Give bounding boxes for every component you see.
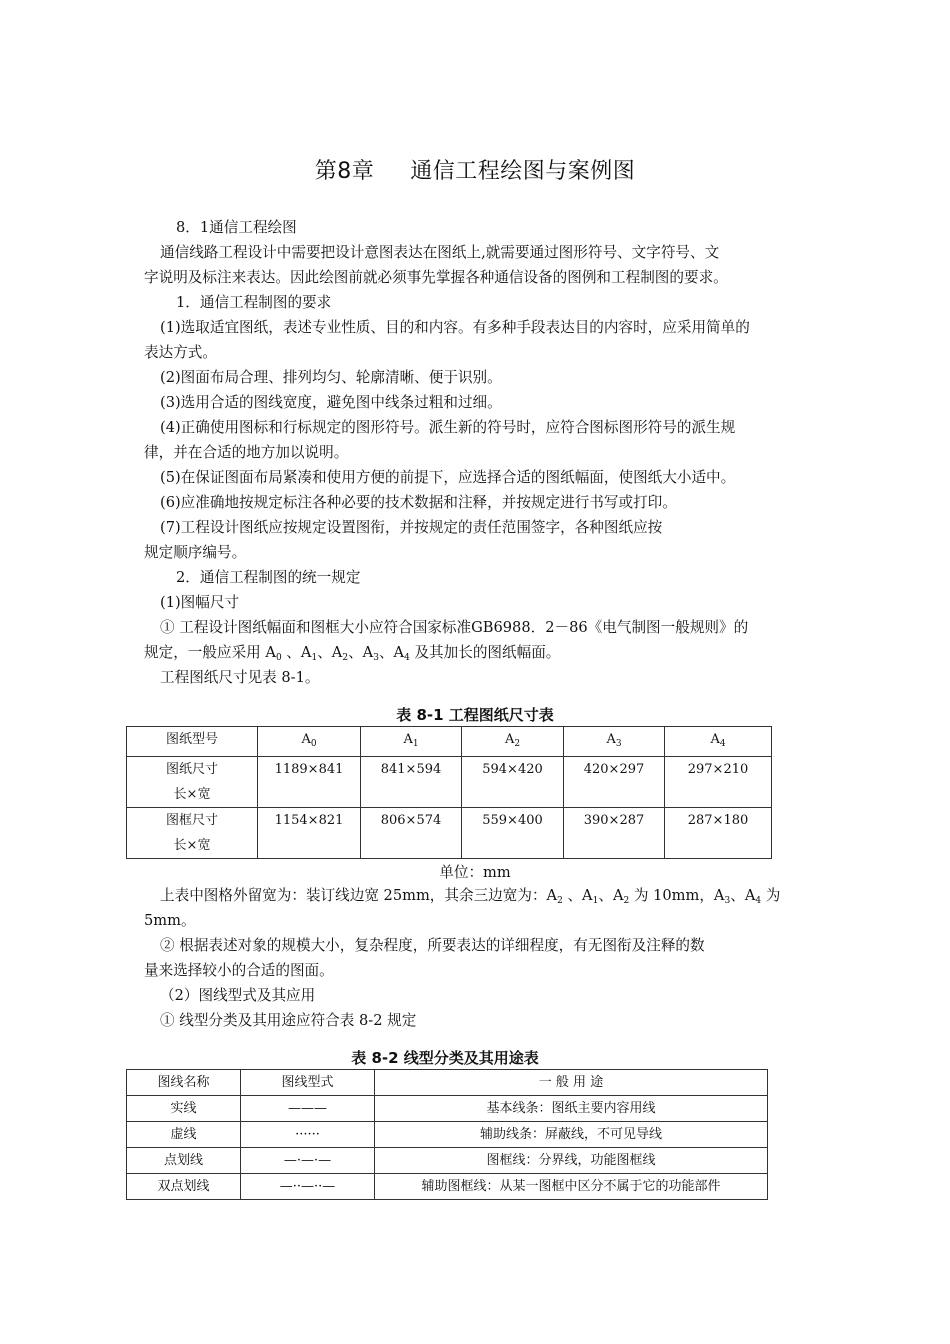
- table-row-label: 图纸尺寸 长×宽: [127, 757, 258, 808]
- requirement-2: (2)图面布局合理、排列均匀、轮廓清晰、便于识别。: [160, 369, 502, 386]
- subheading-unified-rules: 2．通信工程制图的统一规定: [176, 569, 361, 586]
- line-type-rule: ① 线型分类及其用途应符合表 8-2 规定: [160, 1012, 417, 1029]
- intro-line-2: 字说明及标注来表达。因此绘图前就必须事先掌握各种通信设备的图例和工程制图的要求。: [144, 269, 728, 286]
- table-header-cell: $A_4$: [665, 727, 772, 757]
- table-header-cell: $A_3$: [564, 727, 665, 757]
- requirement-7-line-2: 规定顺序编号。: [144, 544, 247, 561]
- line-type-style: ———: [241, 1096, 375, 1122]
- table-cell: 297×210: [665, 757, 772, 808]
- line-type-use: 辅助线条：屏蔽线，不可见导线: [375, 1122, 768, 1148]
- line-type-style: ······: [241, 1122, 375, 1148]
- paper-size-heading: (1)图幅尺寸: [160, 594, 240, 611]
- table-header-cell: 图纸型号: [127, 727, 258, 757]
- table-cell: 559×400: [462, 808, 564, 859]
- margin-note-line-1: 上表中图格外留宽为：装订线边宽 25mm，其余三边宽为：$A_2$ 、$A_1$、$A_2$ 为 10mm，$A_3$、$A_4$ 为: [160, 887, 781, 906]
- table-row: [127, 1174, 768, 1200]
- table-cell: 1154×821: [258, 808, 361, 859]
- line-type-name: 实线: [127, 1096, 241, 1122]
- requirement-6: (6)应准确地按规定标注各种必要的技术数据和注释，并按规定进行书写或打印。: [160, 494, 677, 511]
- table-1-caption: 表 8-1 工程图纸尺寸表: [396, 706, 554, 724]
- margin-note-line-2: 5mm。: [144, 912, 196, 929]
- table-row: [127, 1070, 768, 1096]
- table-header-cell: 图线名称: [127, 1070, 241, 1096]
- table-row: [127, 727, 772, 757]
- table-2-caption: 表 8-2 线型分类及其用途表: [351, 1049, 539, 1067]
- line-type-name: 虚线: [127, 1122, 241, 1148]
- requirement-1-line-2: 表达方式。: [144, 344, 217, 361]
- requirement-4-line-1: (4)正确使用图标和行标规定的图形符号。派生新的符号时，应符合图标图形符号的派生规: [160, 419, 736, 436]
- table-header-cell: $A_0$: [258, 727, 361, 757]
- chapter-title: [0, 154, 950, 185]
- standard-line-1: ① 工程设计图纸幅面和图框大小应符合国家标准GB6988．2－86《电气制图一般规则》的: [160, 619, 749, 636]
- line-type-heading: （2）图线型式及其应用: [160, 987, 316, 1004]
- line-type-use: 图框线：分界线，功能图框线: [375, 1148, 768, 1174]
- paper-size-table: [126, 726, 772, 859]
- table-row: [127, 1148, 768, 1174]
- intro-line-1: 通信线路工程设计中需要把设计意图表达在图纸上,就需要通过图形符号、文字符号、文: [160, 244, 720, 261]
- chapter-name: 通信工程绘图与案例图: [410, 159, 636, 184]
- subheading-requirements: 1．通信工程制图的要求: [176, 294, 332, 311]
- table-cell: 390×287: [564, 808, 665, 859]
- table-cell: 287×180: [665, 808, 772, 859]
- table-row: [127, 808, 772, 859]
- chapter-number: 第8章: [314, 159, 375, 184]
- table-header-cell: $A_1$: [361, 727, 462, 757]
- requirement-1-line-1: (1)选取适宜图纸，表述专业性质、目的和内容。有多种手段表达目的内容时，应采用简单的: [160, 319, 750, 336]
- line-type-table: [126, 1069, 768, 1200]
- line-type-use: 辅助图框线：从某一图框中区分不属于它的功能部件: [375, 1174, 768, 1200]
- table-1-unit: 单位：mm: [439, 864, 511, 881]
- table-cell: 806×574: [361, 808, 462, 859]
- requirement-7-line-1: (7)工程设计图纸应按规定设置图衔，并按规定的责任范围签字，各种图纸应按: [160, 519, 663, 536]
- line-type-use: 基本线条：图纸主要内容用线: [375, 1096, 768, 1122]
- requirement-3: (3)选用合适的图线宽度，避免图中线条过粗和过细。: [160, 394, 502, 411]
- scale-note-line-2: 量来选择较小的合适的图面。: [144, 962, 334, 979]
- line-type-name: 点划线: [127, 1148, 241, 1174]
- standard-line-2: 规定，一般应采用 $A_0$ 、$A_1$、$A_2$、$A_3$、$A_4$ 及其加长的图纸幅面。: [144, 644, 561, 663]
- requirement-4-line-2: 律，并在合适的地方加以说明。: [144, 444, 349, 461]
- section-heading: 8．1通信工程绘图: [176, 219, 297, 236]
- table-header-cell: $A_2$: [462, 727, 564, 757]
- table-header-cell: 一 般 用 途: [375, 1070, 768, 1096]
- table-row-label: 图框尺寸 长×宽: [127, 808, 258, 859]
- requirement-5: (5)在保证图面布局紧凑和使用方便的前提下，应选择合适的图纸幅面，使图纸大小适中。: [160, 469, 736, 486]
- table-row: [127, 1096, 768, 1122]
- table-row: [127, 1122, 768, 1148]
- line-type-name: 双点划线: [127, 1174, 241, 1200]
- line-type-style: —··—··—: [241, 1174, 375, 1200]
- see-table-note: 工程图纸尺寸见表 8-1。: [160, 669, 320, 686]
- table-row: [127, 757, 772, 808]
- table-cell: 841×594: [361, 757, 462, 808]
- line-type-style: —·—·—: [241, 1148, 375, 1174]
- table-header-cell: 图线型式: [241, 1070, 375, 1096]
- scale-note-line-1: ② 根据表述对象的规模大小，复杂程度，所要表达的详细程度，有无图衔及注释的数: [160, 937, 705, 954]
- table-cell: 420×297: [564, 757, 665, 808]
- table-cell: 1189×841: [258, 757, 361, 808]
- table-cell: 594×420: [462, 757, 564, 808]
